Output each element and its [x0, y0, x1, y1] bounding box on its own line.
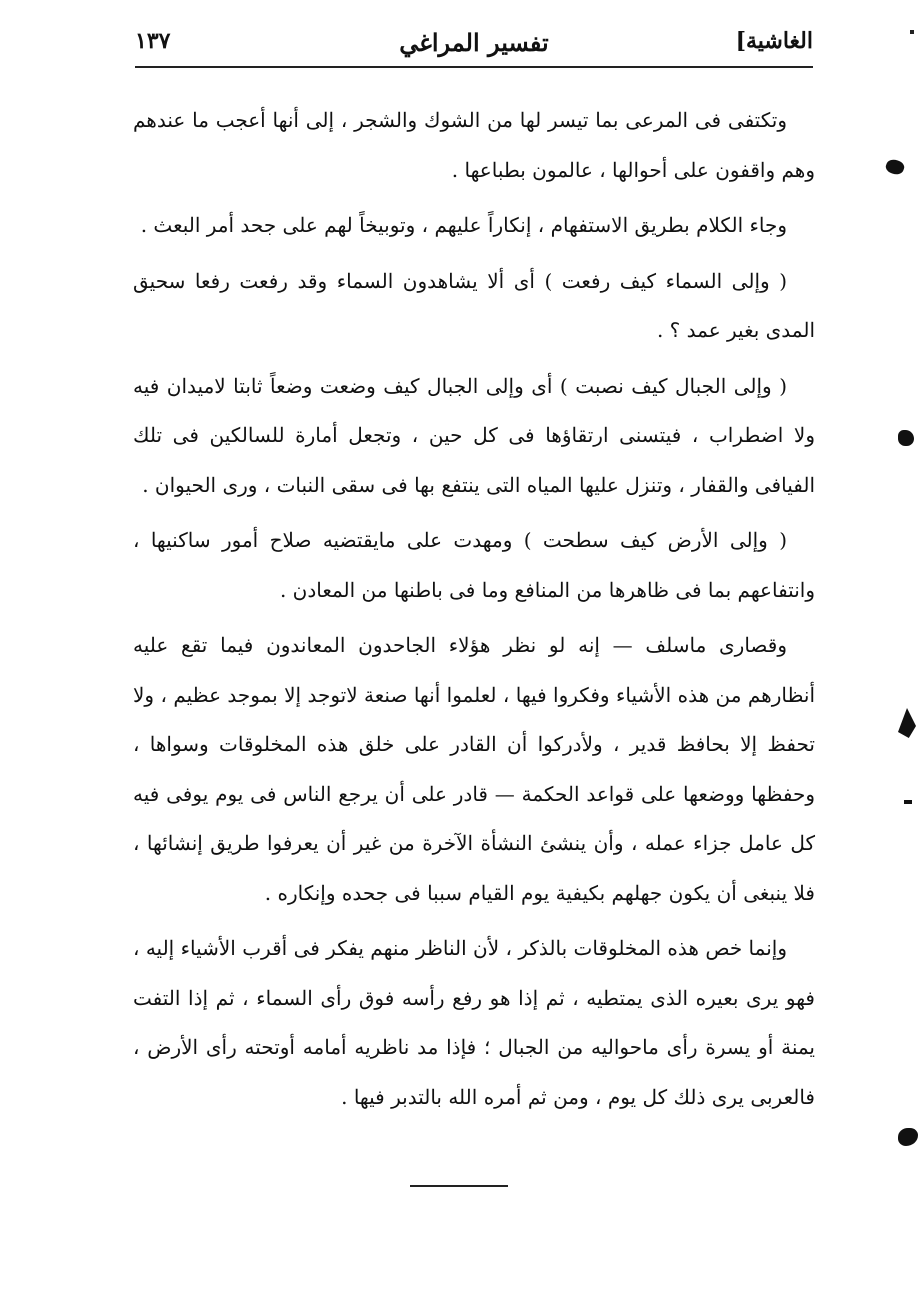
chapter-name: الغاشية] [735, 28, 813, 54]
scan-blot [884, 157, 906, 176]
paragraph: وإنما خص هذه المخلوقات بالذكر ، لأن الناظر منهم يفكر فى أقرب الأشياء إليه ، فهو يرى بعيره الذى يمتطيه ، ثم إذا هو رفع رأسه فوق رأى السماء ، ثم إذا التفت يمنة أو يسرة رأى ماحواليه من الجبال ؛ فإذا مد ناظريه أمامه أوتحته رأى الأرض ، فالعربى يرى ذلك كل يوم ، ومن ثم أمره الله بالتدبر فيها . [133, 936, 815, 1109]
paragraph: وقصارى ماسلف — إنه لو نظر هؤلاء الجاحدون المعاندون فيما تقع عليه أنظارهم من هذه الأشياء وفكروا فيها ، لعلموا أنها صنعة لاتوجد إلا بموجد عظيم ، ولا تحفظ إلا بحافظ قدير ، ولأدركوا أن القادر على خلق هذه المخلوقات وسواها ، وحفظها ووضعها على قواعد الحكمة — قادر على أن يرجع الناس فى يوم يوفى فيه كل عامل جزاء عمله ، وأن ينشئ النشأة الآخرة من غير أن يعرفوا طريق إنشائها ، فلا ينبغى أن يكون جهلهم بكيفية يوم القيام سببا فى جحده وإنكاره . [133, 633, 815, 905]
book-title: تفسير المراغي [399, 28, 549, 57]
paragraph: ( وإلى الجبال كيف نصبت ) أى وإلى الجبال كيف وضعت وضعاً ثابتا لاميدان فيه ولا اضطراب ، فيتسنى ارتقاؤها فى كل حين ، وتجعل أمارة للسالكين فى تلك الفيافى والقفار ، وتنزل عليها المياه التى ينتفع بها فى سقى النبات ، ورى الحيوان . [133, 373, 815, 497]
paragraph: ( وإلى السماء كيف رفعت ) أى ألا يشاهدون السماء وقد رفعت رفعا سحيق المدى بغير عمد ؟ . [133, 268, 815, 342]
page-number: ١٣٧ [135, 28, 171, 54]
scan-blot [898, 708, 916, 738]
scan-blot [904, 800, 912, 804]
paragraph: وتكتفى فى المرعى بما تيسر لها من الشوك والشجر ، إلى أنها أعجب ما عندهم وهم واقفون على أحوالها ، عالمون بطباعها . [133, 108, 815, 182]
body-text [133, 96, 815, 1128]
paragraph: ( وإلى الأرض كيف سطحت ) ومهدت على مايقتضيه صلاح أمور ساكنيها ، وانتفاعهم بما فى ظاهرها من المنافع وما فى باطنها من المعادن . [133, 528, 815, 602]
header-divider [135, 66, 813, 68]
scan-blot [898, 1128, 918, 1146]
end-divider [410, 1185, 508, 1187]
scan-speck [910, 30, 914, 34]
paragraph: وجاء الكلام بطريق الاستفهام ، إنكاراً عليهم ، وتوبيخاً لهم على جحد أمر البعث . [140, 213, 787, 237]
scan-blot [898, 430, 914, 446]
running-header [135, 22, 813, 64]
